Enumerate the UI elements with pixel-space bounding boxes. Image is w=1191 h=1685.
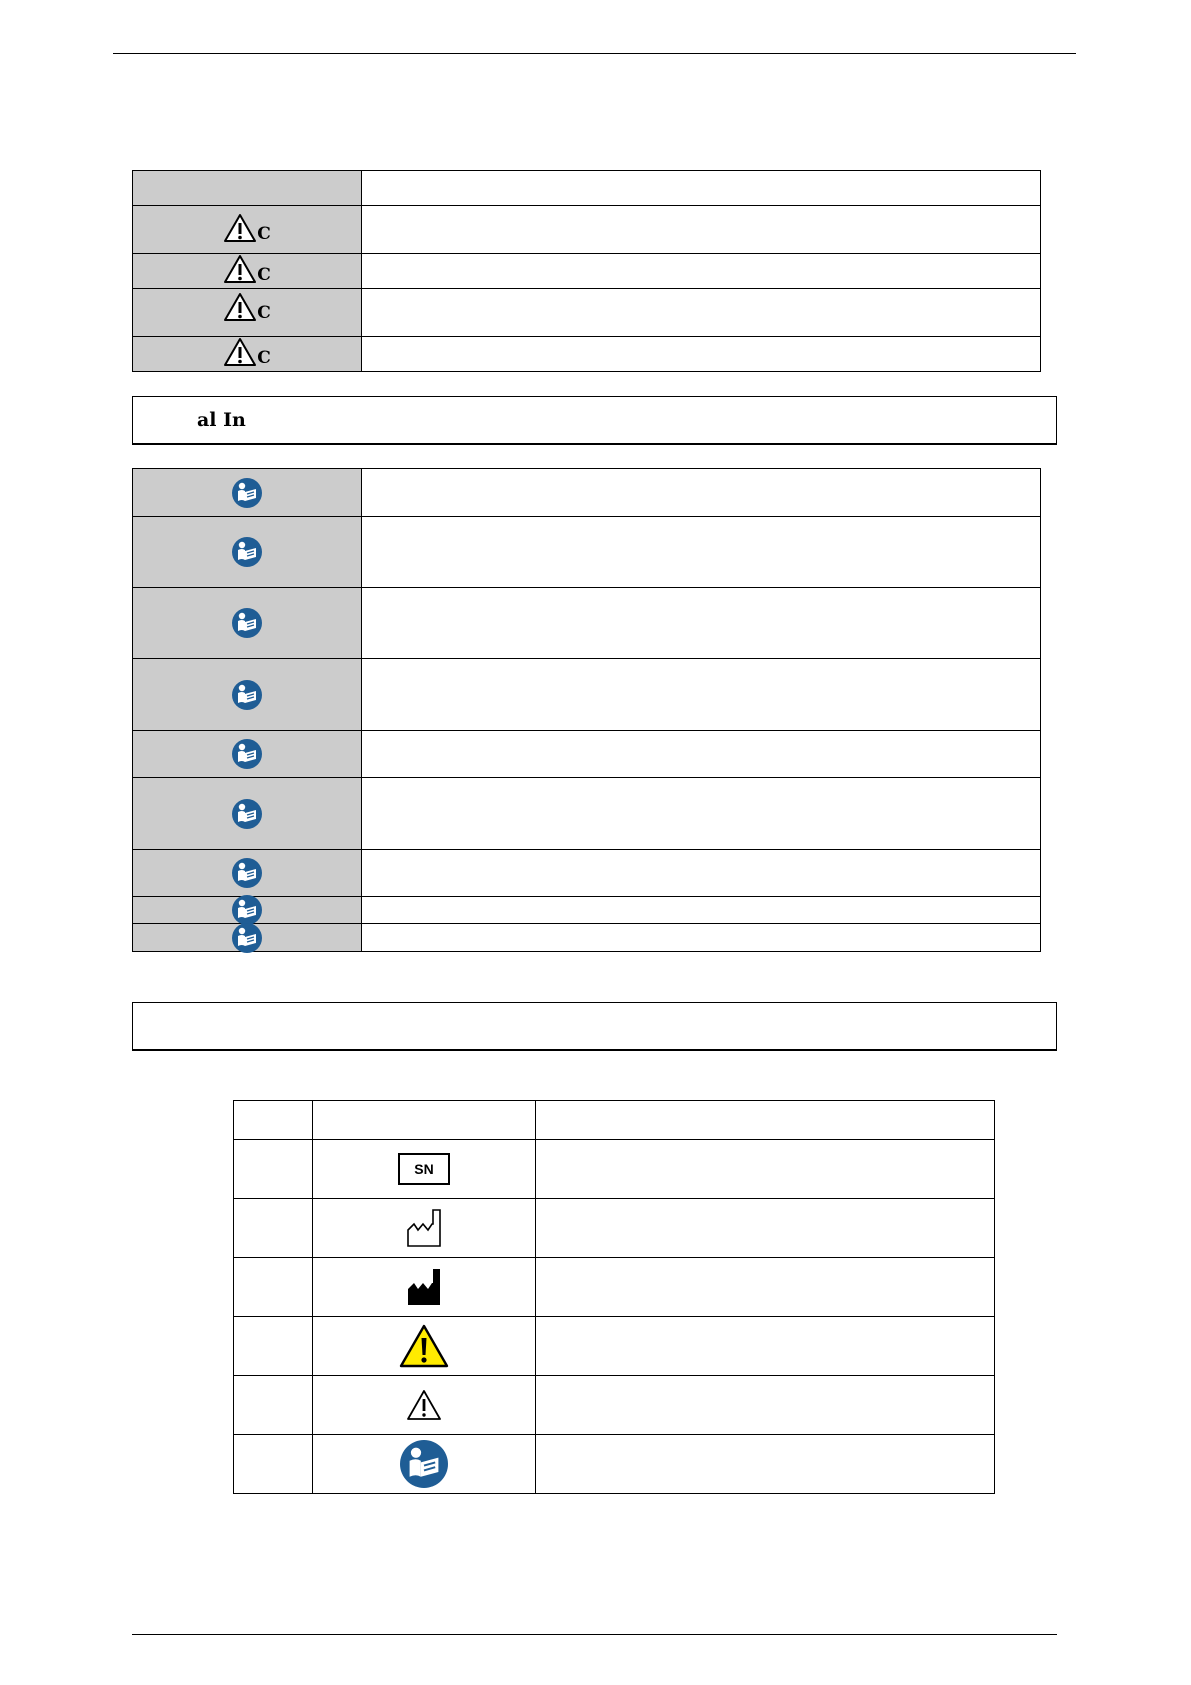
general-info-text-cell: [362, 924, 1041, 952]
manual-symbol-cell: [133, 731, 362, 778]
general-info-text-cell: [362, 469, 1041, 517]
symbols-icon-cell: [313, 1376, 536, 1435]
header-rule: [113, 53, 1076, 54]
caution-symbol-cell: [133, 289, 362, 337]
manual-symbol-cell: [133, 517, 362, 588]
symbols-col-symbol: [313, 1101, 536, 1140]
read-manual-icon: [232, 537, 262, 567]
caution-text-cell: [362, 206, 1041, 254]
caution-triangle-icon: [223, 292, 257, 322]
caution-row: [133, 206, 1041, 254]
manual-symbol-cell: [133, 469, 362, 517]
symbols-desc-cell: [536, 1199, 995, 1258]
symbols-icon-cell: [313, 1199, 536, 1258]
warning-yellow-icon: [398, 1323, 450, 1369]
general-info-text-cell: [362, 659, 1041, 731]
general-info-row: [133, 517, 1041, 588]
symbols-desc-cell: [536, 1435, 995, 1494]
symbols-desc-cell: [536, 1376, 995, 1435]
caution-icon: [406, 1389, 442, 1421]
read-manual-icon: [232, 478, 262, 508]
symbols-col-no: [234, 1101, 313, 1140]
caution-text-cell: [362, 337, 1041, 372]
symbols-desc-cell: [536, 1140, 995, 1199]
read-manual-icon: [232, 895, 262, 925]
serial-number-icon: SN: [398, 1153, 450, 1185]
symbols-row: [234, 1317, 995, 1376]
general-info-table: [132, 468, 1041, 952]
caution-row: [133, 289, 1041, 337]
general-info-text-cell: [362, 731, 1041, 778]
symbols-no-cell: [234, 1376, 313, 1435]
manual-symbol-cell: [133, 588, 362, 659]
caution-triangle-icon: [223, 254, 257, 284]
symbols-icon-cell: [313, 1317, 536, 1376]
general-info-header: [132, 396, 1057, 445]
read-manual-icon: [232, 923, 262, 953]
symbols-icon-cell: [313, 1435, 536, 1494]
general-info-text-cell: [362, 517, 1041, 588]
read-manual-icon: [400, 1440, 448, 1488]
symbols-section-header: [132, 1002, 1057, 1051]
general-info-row: [133, 850, 1041, 897]
read-manual-icon: [232, 608, 262, 638]
general-info-text-cell: [362, 588, 1041, 659]
general-info-row: [133, 469, 1041, 517]
symbols-no-cell: [234, 1317, 313, 1376]
caution-row: [133, 171, 1041, 206]
caution-row: [133, 337, 1041, 372]
symbols-row: [234, 1435, 995, 1494]
manual-symbol-cell: [133, 850, 362, 897]
caution-symbol-cell: [133, 254, 362, 289]
manual-symbol-cell: [133, 897, 362, 924]
footer-rule: [132, 1634, 1057, 1635]
symbols-table: [233, 1100, 995, 1494]
caution-text-cell: [362, 254, 1041, 289]
caution-letter: C: [257, 303, 271, 323]
caution-text-cell: [362, 289, 1041, 337]
manufacturer-icon: [406, 1267, 442, 1307]
symbols-no-cell: [234, 1435, 313, 1494]
general-info-row: [133, 897, 1041, 924]
manual-symbol-cell: [133, 924, 362, 952]
symbols-row: [234, 1199, 995, 1258]
caution-letter: C: [257, 265, 271, 285]
symbols-header-row: [234, 1101, 995, 1140]
symbols-no-cell: [234, 1199, 313, 1258]
general-info-text-cell: [362, 897, 1041, 924]
caution-symbol-cell: [133, 206, 362, 254]
manual-symbol-cell: [133, 659, 362, 731]
symbols-no-cell: [234, 1140, 313, 1199]
read-manual-icon: [232, 739, 262, 769]
read-manual-icon: [232, 799, 262, 829]
read-manual-icon: [232, 858, 262, 888]
symbols-icon-cell: [313, 1140, 536, 1199]
general-info-text-cell: [362, 850, 1041, 897]
date-of-manufacture-icon: [406, 1208, 442, 1248]
caution-row: [133, 254, 1041, 289]
general-info-row: [133, 778, 1041, 850]
general-info-text-cell: [362, 778, 1041, 850]
caution-symbol-cell: [133, 337, 362, 372]
symbols-row: [234, 1140, 995, 1199]
general-info-row: [133, 924, 1041, 952]
caution-text-cell: [362, 171, 1041, 206]
manual-symbol-cell: [133, 778, 362, 850]
caution-table: [132, 170, 1041, 372]
symbols-desc-cell: [536, 1258, 995, 1317]
general-info-row: [133, 659, 1041, 731]
caution-letter: C: [257, 223, 271, 244]
general-info-row: [133, 731, 1041, 778]
caution-letter: C: [257, 348, 271, 368]
general-info-row: [133, 588, 1041, 659]
symbols-no-cell: [234, 1258, 313, 1317]
caution-symbol-cell: [133, 171, 362, 206]
read-manual-icon: [232, 680, 262, 710]
symbols-row: [234, 1258, 995, 1317]
symbols-icon-cell: [313, 1258, 536, 1317]
symbols-row: [234, 1376, 995, 1435]
symbols-desc-cell: [536, 1317, 995, 1376]
caution-triangle-icon: [223, 337, 257, 367]
general-info-title: al In: [197, 409, 246, 431]
caution-triangle-icon: [223, 213, 257, 243]
symbols-col-description: [536, 1101, 995, 1140]
